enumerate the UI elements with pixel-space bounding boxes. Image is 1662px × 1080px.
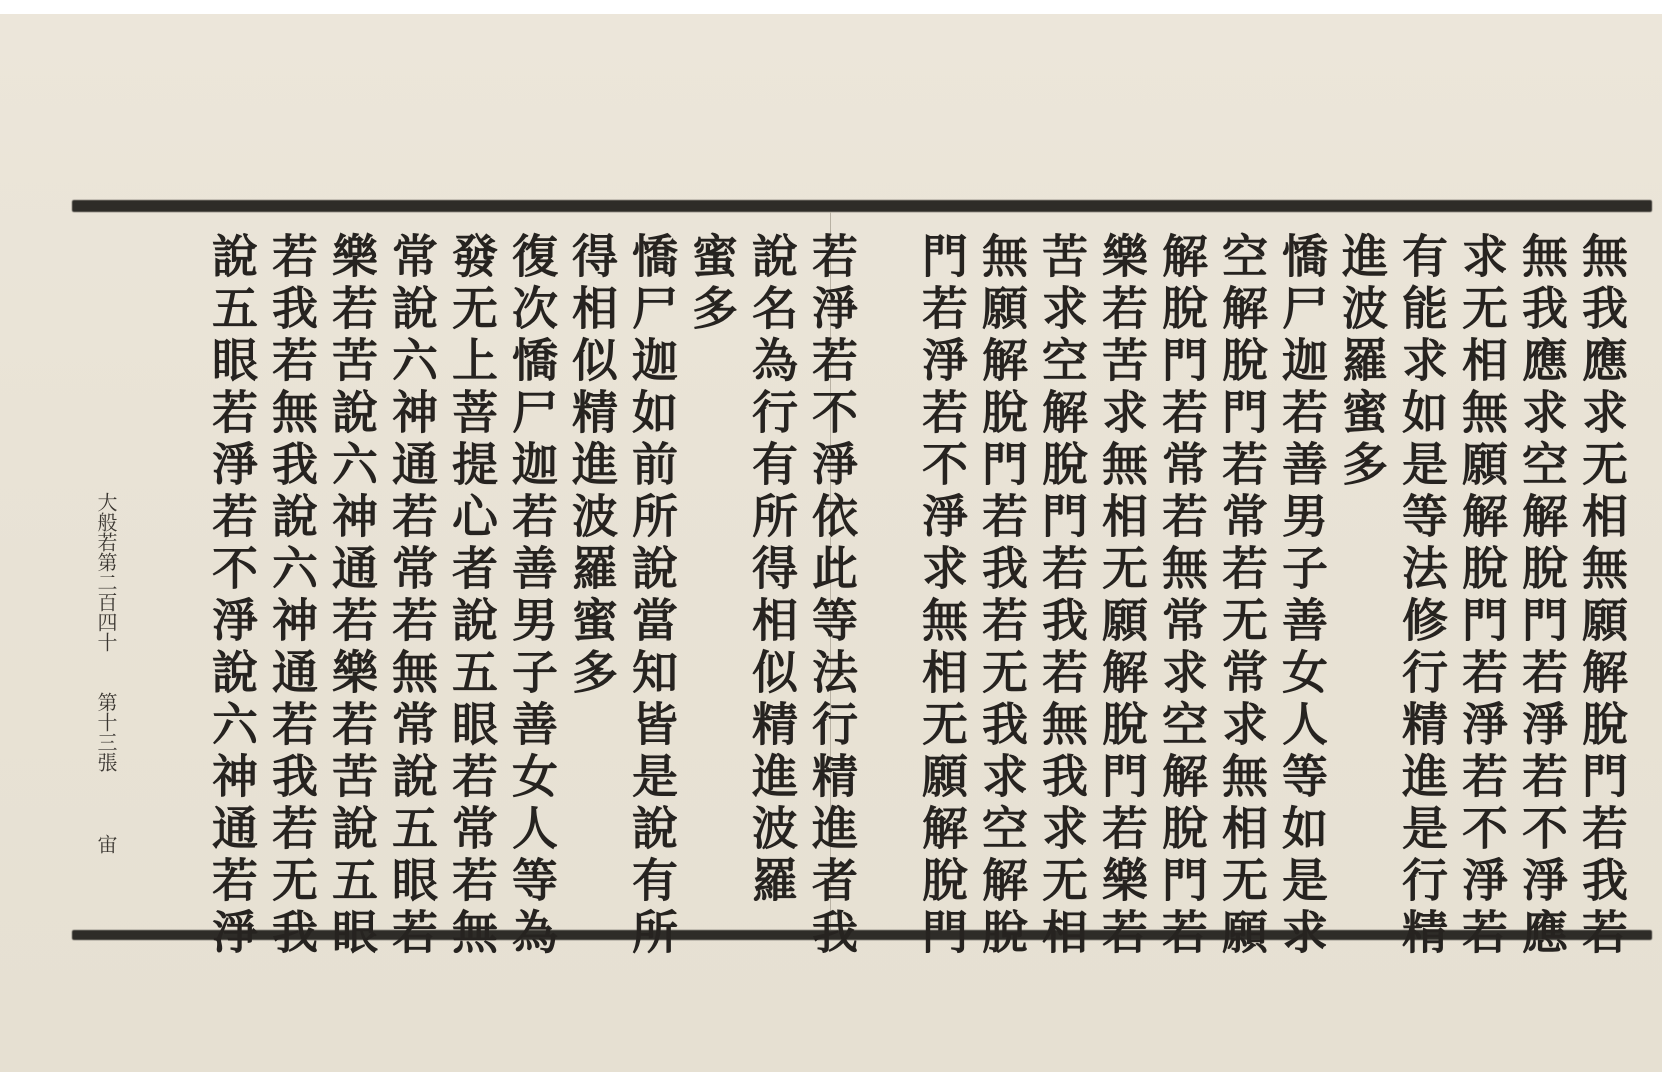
text-column-11: 無願解脫門若我若无我求空解脫 <box>975 232 1029 960</box>
text-column-4: 有能求如是等法修行精進是行精 <box>1395 232 1449 960</box>
margin-sutra-title: 大般若第二百四十 <box>94 492 118 652</box>
top-border <box>0 0 1662 14</box>
text-column-23: 說五眼若淨若不淨說六神通若淨 <box>205 232 259 960</box>
text-column-15: 蜜多 <box>685 232 739 336</box>
margin-series-mark: 宙 <box>94 834 118 854</box>
text-column-16: 憍尸迦如前所說當知皆是說有所 <box>625 232 679 960</box>
text-column-22: 若我若無我說六神通若我若无我 <box>265 232 319 960</box>
text-column-9: 樂若苦求無相无願解脫門若樂若 <box>1095 232 1149 960</box>
text-column-1: 無我應求无相無願解脫門若我若 <box>1575 232 1629 960</box>
bottom-border <box>0 1072 1662 1080</box>
text-column-18: 復次憍尸迦若善男子善女人等為 <box>505 232 559 960</box>
text-column-12: 門若淨若不淨求無相无願解脫門 <box>915 232 969 960</box>
top-frame-rule <box>72 200 1652 212</box>
printed-text-block <box>72 200 1652 960</box>
text-column-7: 空解脫門若常若无常求無相无願 <box>1215 232 1269 960</box>
text-column-2: 無我應求空解脫門若淨若不淨應 <box>1515 232 1569 960</box>
text-columns <box>72 222 1652 960</box>
text-column-3: 求无相無願解脫門若淨若不淨若 <box>1455 232 1509 960</box>
text-column-21: 樂若苦說六神通若樂若苦說五眼 <box>325 232 379 960</box>
text-column-5: 進波羅蜜多 <box>1335 232 1389 492</box>
text-column-13: 若淨若不淨依此等法行精進者我 <box>805 232 859 960</box>
text-column-8: 解脫門若常若無常求空解脫門若 <box>1155 232 1209 960</box>
text-column-20: 常說六神通若常若無常說五眼若 <box>385 232 439 960</box>
text-column-14: 說名為行有所得相似精進波羅 <box>745 232 799 908</box>
text-column-19: 發无上菩提心者說五眼若常若無 <box>445 232 499 960</box>
text-column-17: 得相似精進波羅蜜多 <box>565 232 619 700</box>
text-column-6: 憍尸迦若善男子善女人等如是求 <box>1275 232 1329 960</box>
text-column-10: 苦求空解脫門若我若無我求无相 <box>1035 232 1089 960</box>
margin-page-number: 第十三張 <box>94 692 118 772</box>
